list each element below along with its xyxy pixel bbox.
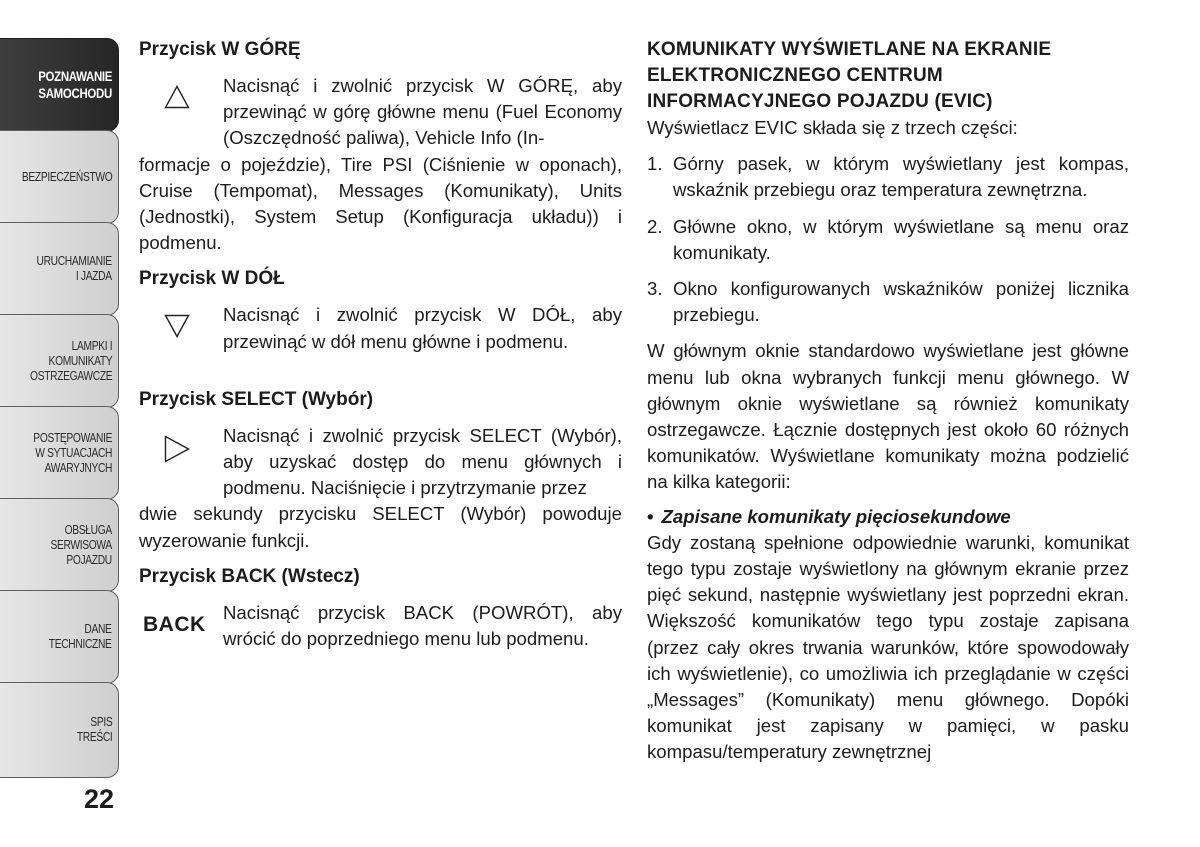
evic-parts-list xyxy=(647,151,1129,328)
tab-label: DANE TECHNICZNE xyxy=(49,622,112,651)
bullet-text: Gdy zostaną spełnione odpowiednie warunki, komunikat tego typu zostaje wyświetlony na głównym ekranie przez pięć sekund, następnie wyświetlany jest poprzedni ekran. Większość komunikatów tego typu zostaje zapisana (przez cały okres trwania warunków, które spowodowały ich wyświetlenie), co umożliwia ich przeglądanie w części „Messages” (Komunikaty) menu głównego. Dopóki komunikat jest zapisany w pamięci, w pasku kompasu/temperatury zewnętrznej xyxy=(647,531,1129,763)
evic-section-heading: KOMUNIKATY WYŚWIETLANE NA EKRANIE ELEKTRONICZNEGO CENTRUM INFORMACYJNEGO POJAZDU (EVIC) xyxy=(647,39,1052,112)
up-text-full: formacje o pojeździe), Tire PSI (Ciśnienie w oponach), Cruise (Tempomat), Messages (Komunikaty), Units (Jednostki), System Setup (Konfiguracja układu)) i podmenu. xyxy=(139,153,622,254)
select-text-indented: Nacisnąć i zwolnić przycisk SELECT (Wybór), aby uzyskać dostęp do menu głównych i podmenu. Naciśnięcie i przytrzymanie przez xyxy=(223,424,622,499)
list-item-text: Górny pasek, w którym wyświetlany jest kompas, wskaźnik przebiegu oraz temperatura zewnętrzna. xyxy=(673,153,1129,201)
section-heading-select: Przycisk SELECT (Wybór) xyxy=(139,388,374,410)
list-item-number: 3. xyxy=(647,278,663,300)
tab-poznawanie-samochodu[interactable] xyxy=(0,38,119,132)
tab-dane-techniczne[interactable] xyxy=(0,590,119,684)
list-item-number: 1. xyxy=(647,153,663,175)
list-item-text: Okno konfigurowanych wskaźników poniżej licznika przebiegu. xyxy=(673,278,1129,326)
tab-label: SPIS TREŚCI xyxy=(76,715,112,744)
back-glyph-text: BACK xyxy=(143,612,206,636)
evic-intro: Wyświetlacz EVIC składa się z trzech części: xyxy=(647,117,1018,138)
left-column xyxy=(139,37,622,652)
select-button-description xyxy=(139,423,622,554)
tab-label: POSTĘPOWANIE W SYTUACJACH AWARYJNYCH xyxy=(33,430,113,475)
list-item-text: Główne okno, w którym wyświetlane są menu oraz komunikaty. xyxy=(673,215,1129,263)
down-text-indented: Nacisnąć i zwolnić przycisk W DÓŁ, aby przewinąć w dół menu główne i podmenu. xyxy=(223,304,622,352)
tab-postepowanie-awaryjne[interactable] xyxy=(0,406,119,500)
back-text-indented: Nacisnąć przycisk BACK (POWRÓT), aby wrócić do poprzedniego menu lub podmenu. xyxy=(223,601,622,650)
up-text-indented: Nacisnąć i zwolnić przycisk W GÓRĘ, aby przewinąć w górę główne menu (Fuel Economy (Oszczędność paliwa), Vehicle Info (In- xyxy=(223,75,622,149)
tab-label: BEZPIECZEŃSTWO xyxy=(21,169,112,184)
select-text-full: dwie sekundy przycisku SELECT (Wybór) powoduje wyzerowanie funkcji. xyxy=(139,503,622,551)
right-column xyxy=(647,37,1129,766)
back-button-description xyxy=(139,600,622,652)
down-button-description xyxy=(139,302,622,354)
tab-bezpieczenstwo[interactable] xyxy=(0,130,119,224)
page-number: 22 xyxy=(84,784,115,814)
bullet-mark: • xyxy=(647,505,654,527)
up-button-description xyxy=(139,73,622,256)
section-heading-down: Przycisk W DÓŁ xyxy=(139,268,285,290)
tab-obsluga-serwisowa[interactable] xyxy=(0,498,119,592)
triangle-up-icon xyxy=(139,85,215,109)
triangle-down-icon xyxy=(139,314,215,338)
back-button-glyph xyxy=(143,612,219,638)
list-item xyxy=(647,151,1129,203)
list-item-number: 2. xyxy=(647,215,663,237)
evic-paragraph: W głównym oknie standardowo wyświetlane jest główne menu lub okna wybranych funkcji menu głównego. W głównym oknie wyświetlane są również komunikaty ostrzegawcze. Łącznie dostępnych jest około 60 różnych komunikatów. Wyświetlane komunikaty można podzielić na kilka kategorii: xyxy=(647,340,1129,493)
tab-uruchamianie-i-jazda[interactable] xyxy=(0,222,119,316)
section-heading-up: Przycisk W GÓRĘ xyxy=(139,39,301,60)
bullet-heading-text: Zapisane komunikaty pięciosekundowe xyxy=(661,505,1011,527)
tab-label: POZNAWANIE SAMOCHODU xyxy=(38,68,112,101)
section-heading-back: Przycisk BACK (Wstecz) xyxy=(139,565,360,587)
tab-label: URUCHAMIANIE I JAZDA xyxy=(36,254,112,283)
tab-label: OBSŁUGA SERWISOWA POJAZDU xyxy=(50,522,112,567)
tab-label: LAMPKI I KOMUNIKATY OSTRZEGAWCZE xyxy=(29,338,112,383)
triangle-right-icon xyxy=(139,435,215,463)
list-item xyxy=(647,214,1129,266)
tab-spis-tresci[interactable] xyxy=(0,682,119,778)
bullet-heading xyxy=(647,504,1129,530)
tab-lampki-i-komunikaty[interactable] xyxy=(0,314,119,408)
list-item xyxy=(647,276,1129,328)
